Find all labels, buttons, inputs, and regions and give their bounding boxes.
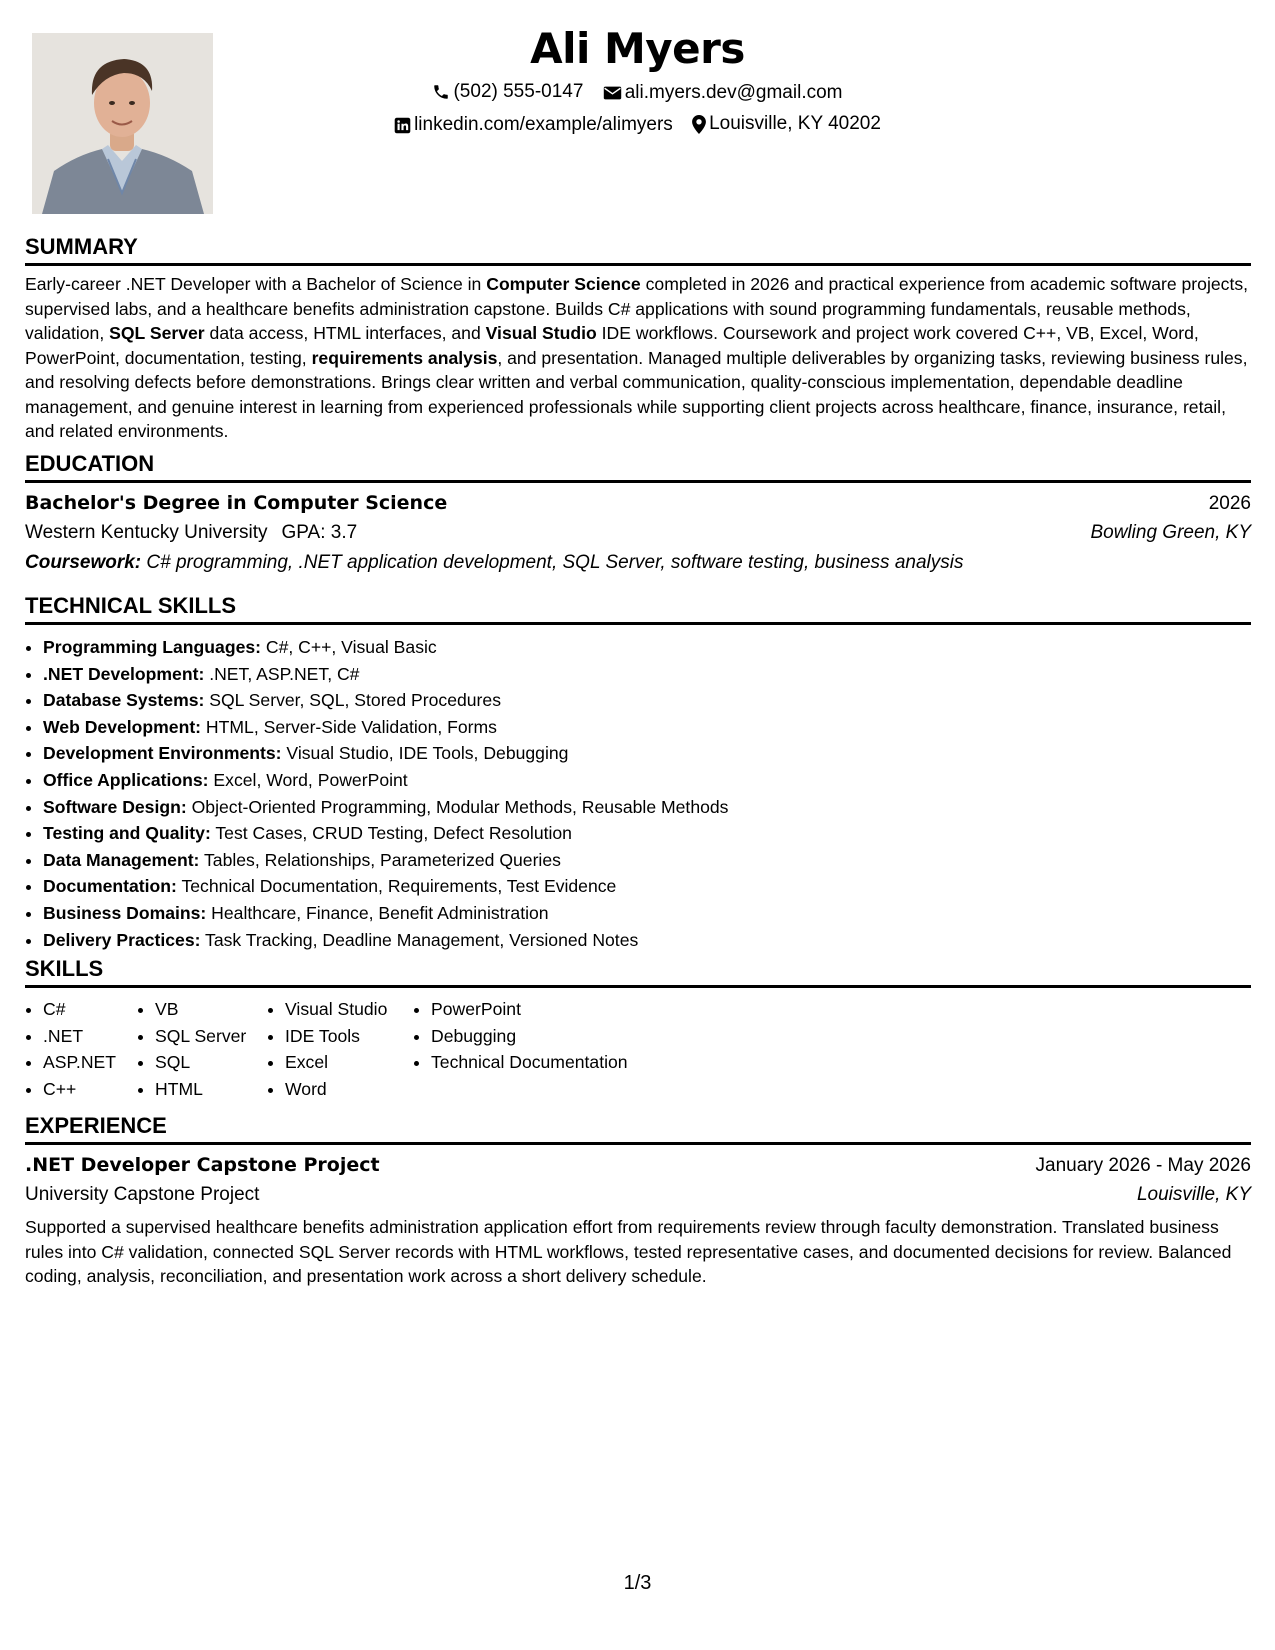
role-location: Louisville, KY <box>1136 1184 1251 1205</box>
summary-text-2: completed in 2026 and practical experience from academic software projects, supervised labs, and a healthcare benefits administration capstone. Builds C# applications with sound programming fundamentals, reusable methods, validation, <box>25 274 1249 343</box>
technical-skills-heading: TECHNICAL SKILLS <box>25 592 1251 625</box>
role-dates: January 2026 - May 2026 <box>1035 1155 1251 1176</box>
list-item: • SQL <box>155 1049 246 1076</box>
organization-name: University Capstone Project <box>25 1184 260 1205</box>
education-degree-row <box>25 490 1251 517</box>
skill-category-value: .NET, ASP.NET, C# <box>204 663 360 684</box>
skills-heading: SKILLS <box>25 955 1251 988</box>
skill-category-label: Development Environments: <box>43 743 282 764</box>
technical-skills-list <box>25 634 728 953</box>
skill-category-label: Business Domains: <box>43 902 207 923</box>
skill-category-value: C#, C++, Visual Basic <box>261 637 437 657</box>
experience-org-row <box>25 1182 1251 1208</box>
education-heading: EDUCATION <box>25 450 1251 483</box>
summary-text-1: Early-career .NET Developer with a Bachelor of Science in <box>25 274 487 294</box>
skill-category-label: Office Applications: <box>43 769 209 790</box>
skill-category-value: Healthcare, Finance, Benefit Administration <box>206 902 549 923</box>
summary-bold-4: requirements analysis <box>311 347 498 368</box>
linkedin-contact[interactable] <box>394 112 673 138</box>
contact-row-1 <box>0 79 1275 109</box>
list-item <box>43 687 728 714</box>
list-item <box>43 820 728 847</box>
summary-text-3: data access, HTML interfaces, and <box>204 323 486 343</box>
list-item <box>43 740 728 767</box>
education-school-row <box>25 520 1251 546</box>
envelope-icon <box>603 85 622 101</box>
candidate-name: Ali Myers <box>530 24 745 73</box>
skills-column-3 <box>267 996 387 1102</box>
list-item <box>43 847 728 874</box>
list-item: • ASP.NET <box>43 1049 116 1076</box>
skill-category-label: Web Development: <box>43 716 202 737</box>
experience-role-row <box>25 1152 1251 1179</box>
phone-icon <box>432 83 450 101</box>
list-item: • C++ <box>43 1076 116 1103</box>
email-text: ali.myers.dev@gmail.com <box>624 82 843 103</box>
list-item: • Technical Documentation <box>431 1049 628 1076</box>
phone-text: (502) 555-0147 <box>453 81 584 102</box>
skill-category-label: Documentation: <box>43 876 177 897</box>
email-contact[interactable] <box>603 80 843 106</box>
list-item: • Visual Studio <box>285 996 387 1023</box>
summary-bold-1: Computer Science <box>486 274 641 294</box>
list-item: • PowerPoint <box>431 996 628 1023</box>
summary-text-4: IDE workflows. Coursework and project work covered C++, VB, Excel, Word, PowerPoint, documentation, testing, <box>25 323 1199 368</box>
list-item <box>43 794 728 821</box>
skills-column-1 <box>25 996 116 1102</box>
list-item: • C# <box>43 996 116 1023</box>
skill-category-label: Database Systems: <box>43 690 205 711</box>
map-marker-icon <box>692 115 706 134</box>
experience-heading: EXPERIENCE <box>25 1112 1251 1145</box>
skill-category-value: SQL Server, SQL, Stored Procedures <box>204 690 501 711</box>
summary-bold-2: SQL Server <box>109 323 205 343</box>
summary-bold-3: Visual Studio <box>485 323 597 343</box>
graduation-year: 2026 <box>1208 493 1251 514</box>
location-text: Louisville, KY 40202 <box>709 113 881 134</box>
school-name: Western Kentucky University <box>25 522 268 543</box>
role-title: .NET Developer Capstone Project <box>25 1154 380 1176</box>
skills-column-2 <box>137 996 246 1102</box>
skill-category-value: Visual Studio, IDE Tools, Debugging <box>281 743 569 764</box>
skill-category-value: Object-Oriented Programming, Modular Methods, Reusable Methods <box>186 796 729 817</box>
school-location: Bowling Green, KY <box>1090 522 1251 543</box>
skill-category-value: Test Cases, CRUD Testing, Defect Resolution <box>210 823 572 844</box>
list-item: • Excel <box>285 1049 387 1076</box>
list-item <box>43 900 728 927</box>
skill-category-value: Excel, Word, PowerPoint <box>208 769 408 790</box>
linkedin-icon <box>394 117 411 134</box>
skill-category-value: Task Tracking, Deadline Management, Versioned Notes <box>200 929 639 950</box>
skill-category-label: .NET Development: <box>43 663 205 684</box>
degree-title: Bachelor's Degree in Computer Science <box>25 492 448 514</box>
list-item <box>43 767 728 794</box>
skill-category-value: Technical Documentation, Requirements, Test Evidence <box>176 876 617 897</box>
coursework-text: C# programming, .NET application development, SQL Server, software testing, business analysis <box>141 552 964 573</box>
skill-category-label: Programming Languages: <box>43 637 261 657</box>
list-item: • .NET <box>43 1023 116 1050</box>
location-contact <box>692 111 881 137</box>
linkedin-text: linkedin.com/example/alimyers <box>414 114 673 135</box>
list-item: • Word <box>285 1076 387 1103</box>
skills-column-4 <box>413 996 628 1076</box>
list-item: • SQL Server <box>155 1023 246 1050</box>
skill-category-label: Testing and Quality: <box>43 823 211 844</box>
list-item: • Debugging <box>431 1023 628 1050</box>
summary-text-5: , and presentation. Managed multiple deliverables by organizing tasks, reviewing business rules, and resolving defects before demonstrations. Brings clear written and verbal communication, quality-conscious implementation, dependable deadline management, and genuine interest in learning from experienced professionals while supporting client projects across healthcare, finance, insurance, retail, and related environments. <box>25 347 1248 441</box>
skill-category-value: HTML, Server-Side Validation, Forms <box>201 716 497 737</box>
skill-category-label: Data Management: <box>43 849 200 870</box>
list-item: • HTML <box>155 1076 246 1103</box>
coursework-label: Coursework: <box>25 552 142 573</box>
gpa: GPA: 3.7 <box>281 522 358 543</box>
list-item <box>43 927 728 954</box>
summary-paragraph <box>25 272 1253 444</box>
contact-row-2 <box>0 111 1275 142</box>
skill-category-label: Software Design: <box>43 796 187 817</box>
school-info <box>25 520 357 546</box>
summary-heading: SUMMARY <box>25 233 1251 266</box>
phone-contact[interactable] <box>432 79 583 105</box>
list-item <box>43 714 728 741</box>
list-item: • VB <box>155 996 246 1023</box>
coursework-line <box>25 550 1251 576</box>
list-item: • IDE Tools <box>285 1023 387 1050</box>
list-item <box>43 634 728 661</box>
page-number: 1/3 <box>623 1572 652 1594</box>
skill-category-label: Delivery Practices: <box>43 929 201 950</box>
skill-category-value: Tables, Relationships, Parameterized Queries <box>199 849 561 870</box>
list-item <box>43 873 728 900</box>
list-item <box>43 661 728 688</box>
experience-description: Supported a supervised healthcare benefits administration application effort from requirements review through faculty demonstration. Translated business rules into C# validation, connected SQL Server records with HTML workflows, tested representative cases, and documented decisions for review. Balanced coding, analysis, reconciliation, and presentation work across a short delivery schedule. <box>25 1217 1232 1286</box>
